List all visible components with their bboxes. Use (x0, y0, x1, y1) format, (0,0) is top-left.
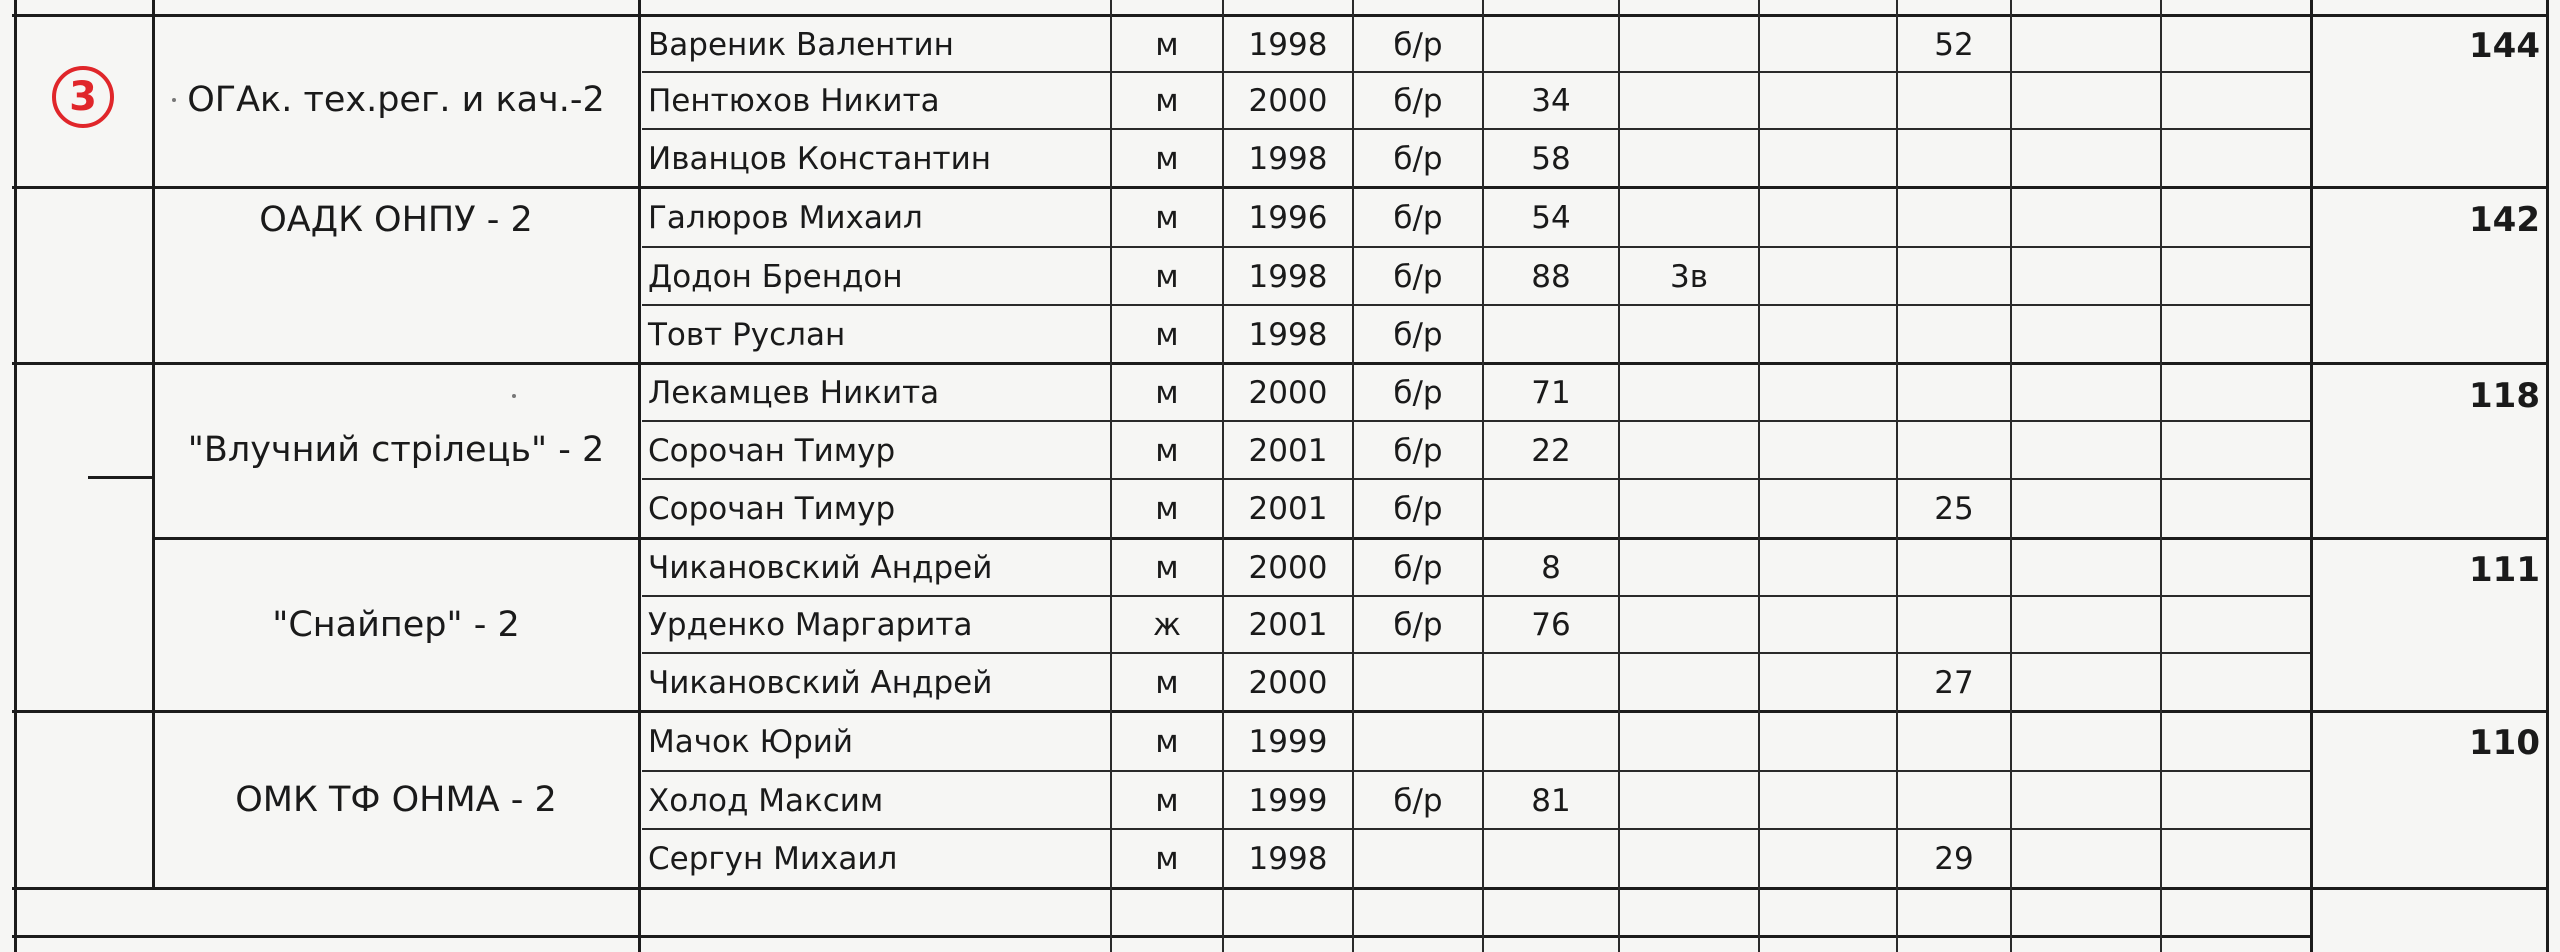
athlete-sex: м (1155, 664, 1179, 701)
score-2 (1620, 598, 1758, 652)
row-divider (642, 246, 2310, 248)
athlete-year: 2001 (1248, 607, 1328, 643)
athlete-sex: ж (1153, 607, 1181, 643)
score-2 (1620, 366, 1758, 420)
athlete-name: Додон Брендон (648, 258, 903, 295)
athlete-year: 1998 (1248, 258, 1328, 295)
team-name: ОАДК ОНПУ - 2 (259, 200, 533, 240)
score-1 (1484, 481, 1618, 537)
team-divider (152, 537, 2548, 540)
column-divider (2160, 0, 2162, 952)
athlete-rank: б/р (1393, 607, 1443, 643)
score-1: 34 (1531, 83, 1571, 119)
column-divider (1758, 0, 1760, 952)
athlete-year: 2000 (1248, 375, 1328, 411)
column-divider (2010, 0, 2012, 952)
athlete-rank: б/р (1393, 27, 1443, 63)
athlete-rank: б/р (1393, 375, 1443, 411)
score-4 (1898, 249, 2010, 304)
score-1: 88 (1531, 258, 1571, 295)
score-1: 76 (1531, 607, 1571, 643)
score-1 (1484, 714, 1618, 770)
team-divider (12, 710, 2548, 713)
score-4 (1898, 423, 2010, 478)
athlete-sex: м (1155, 491, 1179, 527)
score-2 (1620, 655, 1758, 710)
team-total: 142 (2469, 200, 2540, 240)
athlete-name: Холод Максим (648, 782, 884, 819)
score-4: 52 (1934, 27, 1974, 63)
athlete-name: Урденко Маргарита (648, 607, 973, 643)
score-1: 81 (1531, 782, 1571, 819)
athlete-year: 2001 (1248, 491, 1328, 527)
athlete-year: 1998 (1248, 27, 1328, 63)
score-2 (1620, 18, 1758, 72)
athlete-sex: м (1155, 140, 1179, 177)
score-2 (1620, 714, 1758, 770)
athlete-rank: б/р (1393, 782, 1443, 819)
team-divider (12, 887, 2548, 890)
column-divider (152, 0, 155, 887)
score-1: 71 (1531, 375, 1571, 411)
score-4 (1898, 541, 2010, 595)
column-divider (2310, 0, 2313, 952)
athlete-name: Сорочан Тимур (648, 491, 896, 527)
athlete-rank: б/р (1393, 83, 1443, 119)
athlete-sex: м (1155, 724, 1179, 760)
row-divider (12, 935, 2312, 938)
score-4 (1898, 131, 2010, 186)
scan-mark (512, 394, 516, 398)
column-divider (638, 0, 641, 952)
team-divider (88, 476, 152, 479)
athlete-sex: м (1155, 27, 1179, 63)
score-1 (1484, 655, 1618, 710)
athlete-name: Сорочан Тимур (648, 432, 896, 469)
athlete-name: Лекамцев Никита (648, 375, 940, 411)
athlete-sex: м (1155, 258, 1179, 295)
score-2 (1620, 307, 1758, 362)
athlete-sex: м (1155, 782, 1179, 819)
score-4 (1898, 714, 2010, 770)
row-divider (642, 828, 2310, 830)
score-2 (1620, 481, 1758, 537)
athlete-name: Чикановский Андрей (648, 664, 993, 701)
row-divider (642, 595, 2310, 597)
row-divider (642, 478, 2310, 480)
athlete-name: Галюров Михаил (648, 200, 923, 236)
score-4 (1898, 773, 2010, 828)
score-1 (1484, 307, 1618, 362)
score-4 (1898, 366, 2010, 420)
score-1 (1484, 831, 1618, 887)
athlete-sex: м (1155, 550, 1179, 586)
athlete-rank: б/р (1393, 432, 1443, 469)
score-1 (1484, 18, 1618, 72)
athlete-name: Мачок Юрий (648, 724, 854, 760)
athlete-rank: б/р (1393, 200, 1443, 236)
row-divider (642, 420, 2310, 422)
team-name: "Влучний стрілець" - 2 (187, 430, 605, 470)
athlete-sex: м (1155, 432, 1179, 469)
athlete-rank: б/р (1393, 140, 1443, 177)
team-total: 118 (2469, 376, 2540, 416)
athlete-rank: б/р (1393, 316, 1443, 353)
athlete-name: Иванцов Константин (648, 140, 991, 177)
score-1: 8 (1541, 550, 1561, 586)
team-name: ОМК ТФ ОНМА - 2 (235, 780, 557, 820)
athlete-rank (1354, 714, 1482, 770)
athlete-sex: м (1155, 200, 1179, 236)
athlete-rank (1354, 831, 1482, 887)
team-total: 111 (2469, 550, 2540, 590)
athlete-year: 1996 (1248, 200, 1328, 236)
score-4: 25 (1934, 491, 1974, 527)
athlete-name: Чикановский Андрей (648, 550, 993, 586)
score-4: 27 (1934, 664, 1974, 701)
score-1: 54 (1531, 200, 1571, 236)
score-1: 22 (1531, 432, 1571, 469)
column-divider (14, 0, 17, 952)
athlete-sex: м (1155, 841, 1179, 877)
row-divider (642, 304, 2310, 306)
place-badge: 3 (52, 66, 114, 128)
score-2 (1620, 541, 1758, 595)
athlete-year: 1998 (1248, 140, 1328, 177)
athlete-name: Сергун Михаил (648, 841, 898, 877)
athlete-year: 1999 (1248, 724, 1328, 760)
athlete-sex: м (1155, 375, 1179, 411)
row-divider (642, 652, 2310, 654)
column-divider (2546, 0, 2549, 952)
row-divider (12, 14, 2548, 17)
athlete-name: Пентюхов Никита (648, 83, 940, 119)
score-2: 3в (1670, 258, 1708, 295)
score-2 (1620, 190, 1758, 246)
team-divider (12, 186, 2548, 189)
athlete-name: Товт Руслан (648, 316, 846, 353)
athlete-rank: б/р (1393, 258, 1443, 295)
score-2 (1620, 74, 1758, 128)
team-total: 110 (2469, 723, 2540, 763)
athlete-year: 1998 (1248, 316, 1328, 353)
athlete-year: 1999 (1248, 782, 1328, 819)
athlete-rank: б/р (1393, 491, 1443, 527)
score-4 (1898, 598, 2010, 652)
team-name: "Снайпер" - 2 (272, 605, 520, 645)
team-name: ОГАк. тех.рег. и кач.-2 (187, 80, 605, 120)
row-divider (642, 770, 2310, 772)
score-4 (1898, 74, 2010, 128)
score-2 (1620, 131, 1758, 186)
row-divider (642, 128, 2310, 130)
team-total: 144 (2469, 26, 2540, 66)
score-2 (1620, 831, 1758, 887)
athlete-sex: м (1155, 316, 1179, 353)
athlete-year: 2000 (1248, 664, 1328, 701)
score-4 (1898, 307, 2010, 362)
score-1: 58 (1531, 140, 1571, 177)
athlete-year: 2000 (1248, 550, 1328, 586)
athlete-year: 2001 (1248, 432, 1328, 469)
score-2 (1620, 773, 1758, 828)
team-divider (12, 362, 2548, 365)
athlete-rank (1354, 655, 1482, 710)
athlete-name: Вареник Валентин (648, 27, 954, 63)
athlete-year: 2000 (1248, 83, 1328, 119)
athlete-sex: м (1155, 83, 1179, 119)
athlete-year: 1998 (1248, 841, 1328, 877)
score-4 (1898, 190, 2010, 246)
score-4: 29 (1934, 841, 1974, 877)
athlete-rank: б/р (1393, 550, 1443, 586)
score-2 (1620, 423, 1758, 478)
